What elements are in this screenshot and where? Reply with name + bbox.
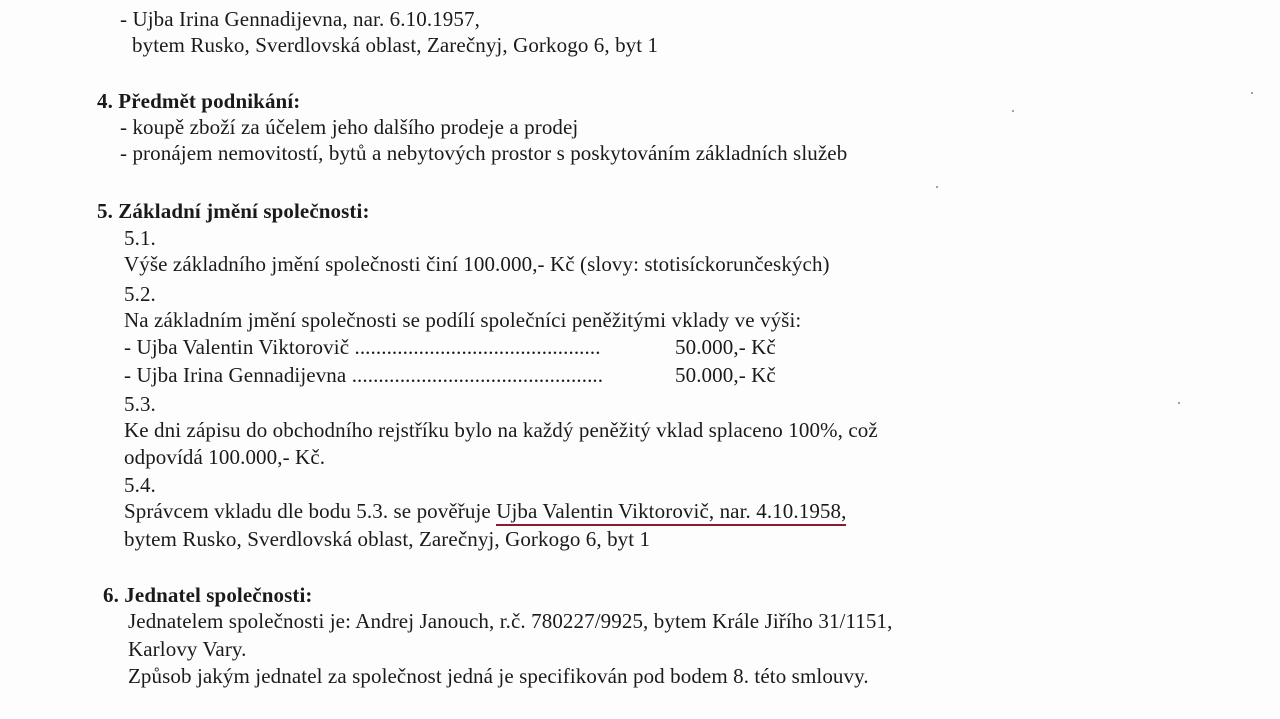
section5-3-line-2: odpovídá 100.000,- Kč. [124,445,326,469]
scan-speck [1012,110,1014,112]
share-row-amount: 50.000,- Kč [675,363,776,387]
section3-line-1: - Ujba Irina Gennadijevna, nar. 6.10.1957, [120,7,480,31]
section6-heading: 6. Jednatel společnosti: [103,583,313,607]
scan-speck [1178,402,1180,404]
section5-4-line-2: bytem Rusko, Sverdlovská oblast, Zarečnyj, Gorkogo 6, byt 1 [124,527,651,551]
section5-1-number: 5.1. [124,226,156,250]
section6-line-3: Způsob jakým jednatel za společnost jedná je specifikován pod bodem 8. této smlouvy. [128,664,869,688]
section5-2-text: Na základním jmění společnosti se podílí společníci peněžitými vklady ve výši: [124,308,802,332]
share-row-dots: .............................................. [354,335,601,359]
section5-3-number: 5.3. [124,392,156,416]
section6-line-1: Jednatelem společnosti je: Andrej Janouch, r.č. 780227/9925, bytem Krále Jiřího 31/1151, [128,609,893,633]
section6-line-2: Karlovy Vary. [128,637,247,661]
section5-3-line-1: Ke dni zápisu do obchodního rejstříku bylo na každý peněžitý vklad splaceno 100%, což [124,418,878,442]
share-row [124,362,603,388]
section5-4-number: 5.4. [124,473,156,497]
share-row-amount: 50.000,- Kč [675,335,776,359]
share-row-name: - Ujba Valentin Viktorovič [124,335,350,359]
section4-item-1: - koupě zboží za účelem jeho dalšího prodeje a prodej [120,115,579,139]
share-row [124,334,601,360]
section5-4-prefix: Správcem vkladu dle bodu 5.3. se pověřuje [124,499,497,523]
section5-heading: 5. Základní jmění společnosti: [97,199,370,223]
scan-speck [936,186,938,188]
section5-2-number: 5.2. [124,282,156,306]
section5-4-line-1 [124,498,846,524]
section5-1-text: Výše základního jmění společnosti činí 100.000,- Kč (slovy: stotisíckorunčeských) [124,252,830,276]
scan-speck [1251,92,1253,94]
share-row-name: - Ujba Irina Gennadijevna [124,363,347,387]
section4-heading: 4. Předmět podnikání: [97,89,301,113]
administrator-name-underlined: Ujba Valentin Viktorovič, nar. 4.10.1958, [496,499,846,526]
section4-item-2: - pronájem nemovitostí, bytů a nebytových prostor s poskytováním základních služeb [120,141,848,165]
section3-line-2: bytem Rusko, Sverdlovská oblast, Zarečnyj, Gorkogo 6, byt 1 [132,33,659,57]
share-row-dots: ............................................... [351,363,604,387]
